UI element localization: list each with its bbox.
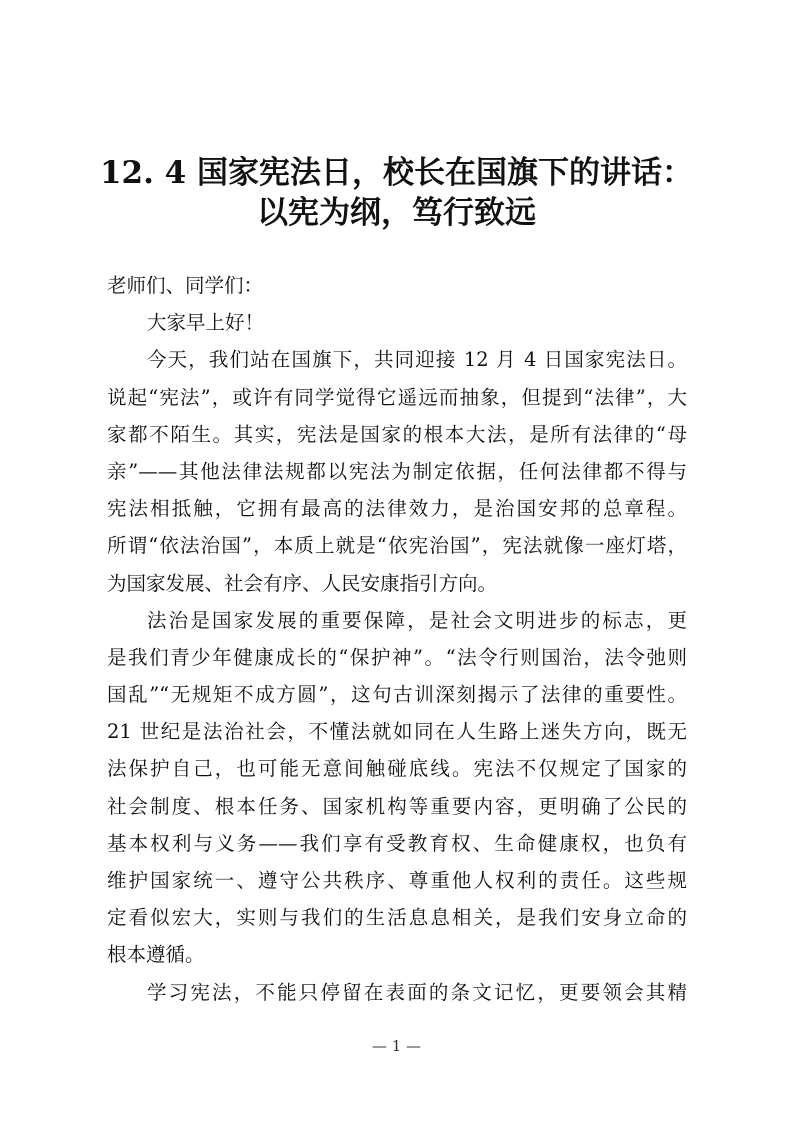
body-text-line: 宪法相抵触，它拥有最高的法律效力，是治国安邦的总章程。 (107, 497, 687, 521)
document-body (107, 267, 687, 1011)
document-title-line-2: 以宪为纲，笃行致远 (257, 195, 536, 231)
body-text-line: 说起“宪法”，或许有同学觉得它遥远而抽象，但提到“法律”，大 (107, 385, 687, 409)
document-title-line-1: 12. 4 国家宪法日，校长在国旗下的讲话： (99, 155, 694, 191)
body-text-line: 根本遵循。 (107, 943, 205, 967)
body-text-line: 基本权利与义务——我们享有受教育权、生命健康权，也负有 (107, 831, 687, 855)
body-text-line: 是我们青少年健康成长的“保护神”。“法令行则国治，法令弛则 (107, 645, 687, 669)
body-text-line: 为国家发展、社会有序、人民安康指引方向。 (107, 571, 498, 595)
body-text-line: 法保护自己，也可能无意间触碰底线。宪法不仅规定了国家的 (107, 757, 687, 781)
body-text-line: 21 世纪是法治社会，不懂法就如同在人生路上迷失方向，既无 (107, 720, 687, 744)
body-text-line: 维护国家统一、遵守公共秩序、尊重他人权利的责任。这些规 (107, 869, 687, 892)
body-text-line: 大家早上好！ (147, 311, 265, 335)
body-text-line: 老师们、同学们： (107, 274, 264, 297)
body-text-line: 学习宪法，不能只停留在表面的条文记忆，更要领会其精 (147, 980, 687, 1004)
body-text-line: 定看似宏大，实则与我们的生活息息相关，是我们安身立命的 (107, 906, 687, 930)
body-text-line: 亲”——其他法律法规都以宪法为制定依据，任何法律都不得与 (107, 459, 687, 483)
body-text-line: 今天，我们站在国旗下，共同迎接 12 月 4 日国家宪法日。 (147, 348, 687, 372)
body-text-line: 社会制度、根本任务、国家机构等重要内容，更明确了公民的 (107, 794, 687, 818)
page-number: — 1 — (371, 1037, 422, 1055)
body-text-line: 所谓“依法治国”，本质上就是“依宪治国”，宪法就像一座灯塔， (107, 534, 687, 558)
body-text-line: 法治是国家发展的重要保障，是社会文明进步的标志，更 (147, 608, 687, 632)
body-text-line: 国乱”“无规矩不成方圆”，这句古训深刻揭示了法律的重要性。 (107, 683, 687, 707)
body-text-line: 家都不陌生。其实，宪法是国家的根本大法，是所有法律的“母 (107, 422, 687, 446)
